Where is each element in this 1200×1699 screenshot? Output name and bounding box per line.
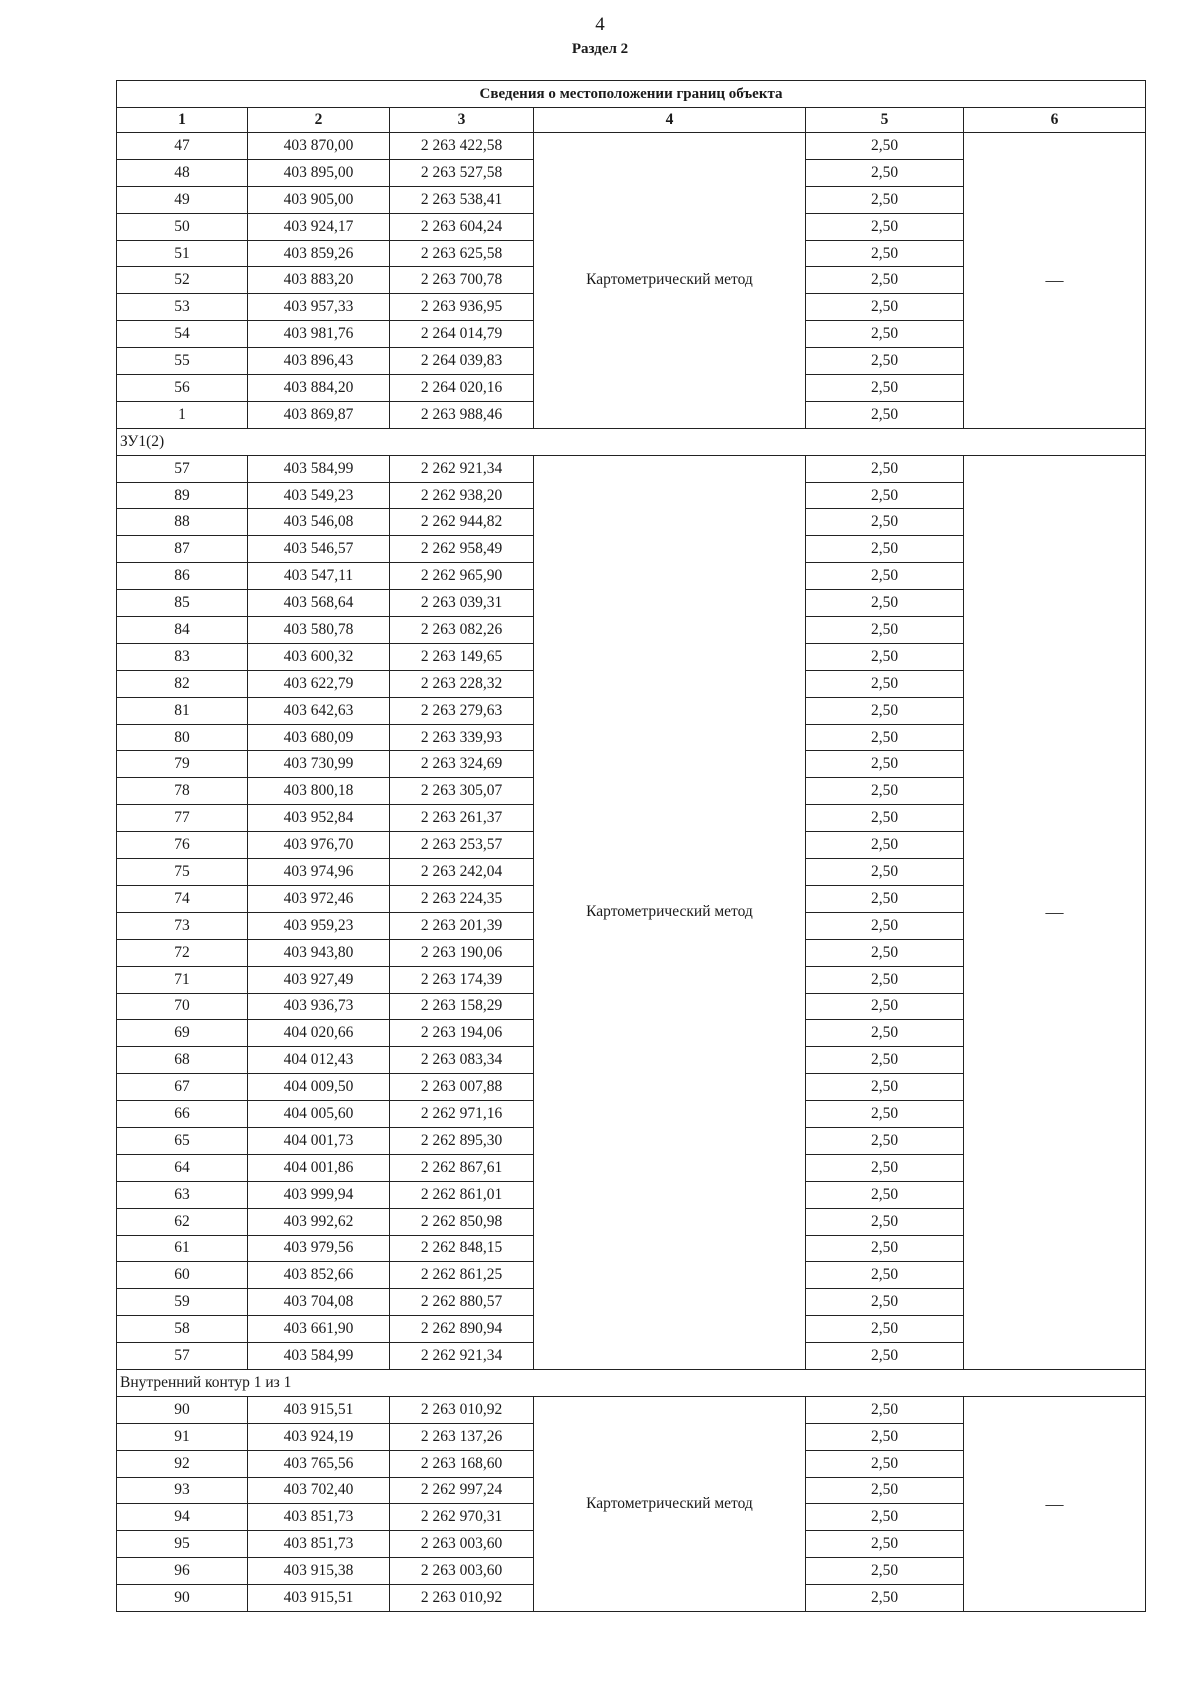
y-coordinate-cell: 2 263 988,46 (390, 401, 534, 428)
point-number-cell: 56 (117, 375, 248, 402)
x-coordinate-cell: 403 568,64 (248, 590, 390, 617)
accuracy-cell: 2,50 (806, 455, 964, 482)
point-number-cell: 58 (117, 1316, 248, 1343)
table-row (117, 455, 1146, 482)
x-coordinate-cell: 403 765,56 (248, 1450, 390, 1477)
y-coordinate-cell: 2 263 625,58 (390, 240, 534, 267)
accuracy-cell: 2,50 (806, 1316, 964, 1343)
point-number-cell: 52 (117, 267, 248, 294)
point-number-cell: 79 (117, 751, 248, 778)
accuracy-cell: 2,50 (806, 133, 964, 160)
y-coordinate-cell: 2 263 339,93 (390, 724, 534, 751)
point-number-cell: 86 (117, 563, 248, 590)
y-coordinate-cell: 2 263 242,04 (390, 859, 534, 886)
accuracy-cell: 2,50 (806, 1235, 964, 1262)
point-number-cell: 53 (117, 294, 248, 321)
y-coordinate-cell: 2 262 965,90 (390, 563, 534, 590)
column-header: 2 (248, 108, 390, 133)
point-number-cell: 93 (117, 1477, 248, 1504)
point-number-cell: 72 (117, 939, 248, 966)
accuracy-cell: 2,50 (806, 1262, 964, 1289)
accuracy-cell: 2,50 (806, 1047, 964, 1074)
y-coordinate-cell: 2 263 527,58 (390, 159, 534, 186)
y-coordinate-cell: 2 264 014,79 (390, 321, 534, 348)
x-coordinate-cell: 403 915,51 (248, 1396, 390, 1423)
y-coordinate-cell: 2 263 604,24 (390, 213, 534, 240)
x-coordinate-cell: 403 976,70 (248, 832, 390, 859)
accuracy-cell: 2,50 (806, 1558, 964, 1585)
y-coordinate-cell: 2 262 850,98 (390, 1208, 534, 1235)
x-coordinate-cell: 403 884,20 (248, 375, 390, 402)
y-coordinate-cell: 2 263 279,63 (390, 697, 534, 724)
x-coordinate-cell: 403 895,00 (248, 159, 390, 186)
x-coordinate-cell: 403 680,09 (248, 724, 390, 751)
x-coordinate-cell: 403 600,32 (248, 643, 390, 670)
y-coordinate-cell: 2 264 039,83 (390, 348, 534, 375)
y-coordinate-cell: 2 262 938,20 (390, 482, 534, 509)
point-number-cell: 89 (117, 482, 248, 509)
point-number-cell: 55 (117, 348, 248, 375)
point-number-cell: 62 (117, 1208, 248, 1235)
x-coordinate-cell: 403 869,87 (248, 401, 390, 428)
x-coordinate-cell: 404 001,86 (248, 1154, 390, 1181)
y-coordinate-cell: 2 262 890,94 (390, 1316, 534, 1343)
accuracy-cell: 2,50 (806, 1396, 964, 1423)
y-coordinate-cell: 2 263 324,69 (390, 751, 534, 778)
x-coordinate-cell: 404 001,73 (248, 1127, 390, 1154)
x-coordinate-cell: 403 915,51 (248, 1585, 390, 1612)
y-coordinate-cell: 2 262 895,30 (390, 1127, 534, 1154)
col6-cell: — (964, 455, 1146, 1369)
section-label: Внутренний контур 1 из 1 (117, 1369, 1146, 1396)
x-coordinate-cell: 403 870,00 (248, 133, 390, 160)
x-coordinate-cell: 403 974,96 (248, 859, 390, 886)
table-header-row (117, 108, 1146, 133)
col6-cell: — (964, 133, 1146, 429)
y-coordinate-cell: 2 263 168,60 (390, 1450, 534, 1477)
y-coordinate-cell: 2 263 936,95 (390, 294, 534, 321)
point-number-cell: 73 (117, 912, 248, 939)
y-coordinate-cell: 2 262 921,34 (390, 455, 534, 482)
x-coordinate-cell: 403 972,46 (248, 885, 390, 912)
point-number-cell: 68 (117, 1047, 248, 1074)
accuracy-cell: 2,50 (806, 778, 964, 805)
x-coordinate-cell: 403 981,76 (248, 321, 390, 348)
accuracy-cell: 2,50 (806, 1074, 964, 1101)
accuracy-cell: 2,50 (806, 536, 964, 563)
x-coordinate-cell: 403 999,94 (248, 1181, 390, 1208)
point-number-cell: 51 (117, 240, 248, 267)
accuracy-cell: 2,50 (806, 1020, 964, 1047)
accuracy-cell: 2,50 (806, 832, 964, 859)
accuracy-cell: 2,50 (806, 617, 964, 644)
accuracy-cell: 2,50 (806, 1343, 964, 1370)
y-coordinate-cell: 2 263 190,06 (390, 939, 534, 966)
point-number-cell: 50 (117, 213, 248, 240)
point-number-cell: 84 (117, 617, 248, 644)
x-coordinate-cell: 403 702,40 (248, 1477, 390, 1504)
page-number: 4 (595, 14, 605, 35)
accuracy-cell: 2,50 (806, 697, 964, 724)
point-number-cell: 80 (117, 724, 248, 751)
accuracy-cell: 2,50 (806, 1450, 964, 1477)
x-coordinate-cell: 403 851,73 (248, 1504, 390, 1531)
boundary-coordinates-table (116, 80, 1146, 1612)
point-number-cell: 85 (117, 590, 248, 617)
y-coordinate-cell: 2 263 039,31 (390, 590, 534, 617)
x-coordinate-cell: 403 915,38 (248, 1558, 390, 1585)
point-number-cell: 64 (117, 1154, 248, 1181)
accuracy-cell: 2,50 (806, 805, 964, 832)
point-number-cell: 77 (117, 805, 248, 832)
x-coordinate-cell: 403 952,84 (248, 805, 390, 832)
point-number-cell: 74 (117, 885, 248, 912)
x-coordinate-cell: 403 661,90 (248, 1316, 390, 1343)
x-coordinate-cell: 404 009,50 (248, 1074, 390, 1101)
y-coordinate-cell: 2 262 971,16 (390, 1101, 534, 1128)
y-coordinate-cell: 2 263 538,41 (390, 186, 534, 213)
x-coordinate-cell: 403 547,11 (248, 563, 390, 590)
accuracy-cell: 2,50 (806, 966, 964, 993)
x-coordinate-cell: 403 905,00 (248, 186, 390, 213)
table-caption: Сведения о местоположении границ объекта (117, 81, 1146, 108)
y-coordinate-cell: 2 263 158,29 (390, 993, 534, 1020)
accuracy-cell: 2,50 (806, 1531, 964, 1558)
method-cell: Картометрический метод (534, 1396, 806, 1611)
point-number-cell: 66 (117, 1101, 248, 1128)
point-number-cell: 59 (117, 1289, 248, 1316)
x-coordinate-cell: 403 943,80 (248, 939, 390, 966)
accuracy-cell: 2,50 (806, 159, 964, 186)
x-coordinate-cell: 403 546,08 (248, 509, 390, 536)
y-coordinate-cell: 2 262 848,15 (390, 1235, 534, 1262)
column-header: 5 (806, 108, 964, 133)
x-coordinate-cell: 403 851,73 (248, 1531, 390, 1558)
y-coordinate-cell: 2 262 958,49 (390, 536, 534, 563)
point-number-cell: 81 (117, 697, 248, 724)
x-coordinate-cell: 403 924,19 (248, 1423, 390, 1450)
y-coordinate-cell: 2 263 083,34 (390, 1047, 534, 1074)
point-number-cell: 54 (117, 321, 248, 348)
y-coordinate-cell: 2 263 137,26 (390, 1423, 534, 1450)
column-header: 4 (534, 108, 806, 133)
table-row (117, 1396, 1146, 1423)
x-coordinate-cell: 403 927,49 (248, 966, 390, 993)
accuracy-cell: 2,50 (806, 1181, 964, 1208)
point-number-cell: 61 (117, 1235, 248, 1262)
section-label-row (117, 1369, 1146, 1396)
y-coordinate-cell: 2 262 970,31 (390, 1504, 534, 1531)
table-row (117, 133, 1146, 160)
point-number-cell: 91 (117, 1423, 248, 1450)
x-coordinate-cell: 403 852,66 (248, 1262, 390, 1289)
y-coordinate-cell: 2 263 003,60 (390, 1531, 534, 1558)
accuracy-cell: 2,50 (806, 1154, 964, 1181)
point-number-cell: 87 (117, 536, 248, 563)
x-coordinate-cell: 403 704,08 (248, 1289, 390, 1316)
accuracy-cell: 2,50 (806, 267, 964, 294)
point-number-cell: 71 (117, 966, 248, 993)
point-number-cell: 95 (117, 1531, 248, 1558)
x-coordinate-cell: 403 730,99 (248, 751, 390, 778)
accuracy-cell: 2,50 (806, 1127, 964, 1154)
accuracy-cell: 2,50 (806, 348, 964, 375)
point-number-cell: 82 (117, 670, 248, 697)
method-cell: Картометрический метод (534, 133, 806, 429)
accuracy-cell: 2,50 (806, 1504, 964, 1531)
section-label-row (117, 428, 1146, 455)
x-coordinate-cell: 403 584,99 (248, 1343, 390, 1370)
point-number-cell: 88 (117, 509, 248, 536)
y-coordinate-cell: 2 263 228,32 (390, 670, 534, 697)
point-number-cell: 60 (117, 1262, 248, 1289)
accuracy-cell: 2,50 (806, 670, 964, 697)
accuracy-cell: 2,50 (806, 321, 964, 348)
point-number-cell: 90 (117, 1585, 248, 1612)
x-coordinate-cell: 404 020,66 (248, 1020, 390, 1047)
y-coordinate-cell: 2 264 020,16 (390, 375, 534, 402)
accuracy-cell: 2,50 (806, 751, 964, 778)
y-coordinate-cell: 2 263 261,37 (390, 805, 534, 832)
point-number-cell: 49 (117, 186, 248, 213)
point-number-cell: 1 (117, 401, 248, 428)
accuracy-cell: 2,50 (806, 885, 964, 912)
accuracy-cell: 2,50 (806, 1477, 964, 1504)
accuracy-cell: 2,50 (806, 186, 964, 213)
x-coordinate-cell: 403 992,62 (248, 1208, 390, 1235)
point-number-cell: 75 (117, 859, 248, 886)
y-coordinate-cell: 2 262 861,01 (390, 1181, 534, 1208)
x-coordinate-cell: 403 957,33 (248, 294, 390, 321)
accuracy-cell: 2,50 (806, 1423, 964, 1450)
accuracy-cell: 2,50 (806, 509, 964, 536)
y-coordinate-cell: 2 263 194,06 (390, 1020, 534, 1047)
y-coordinate-cell: 2 263 224,35 (390, 885, 534, 912)
section-label: ЗУ1(2) (117, 428, 1146, 455)
y-coordinate-cell: 2 262 921,34 (390, 1343, 534, 1370)
point-number-cell: 67 (117, 1074, 248, 1101)
point-number-cell: 78 (117, 778, 248, 805)
point-number-cell: 47 (117, 133, 248, 160)
y-coordinate-cell: 2 262 867,61 (390, 1154, 534, 1181)
accuracy-cell: 2,50 (806, 1101, 964, 1128)
y-coordinate-cell: 2 263 149,65 (390, 643, 534, 670)
x-coordinate-cell: 403 642,63 (248, 697, 390, 724)
x-coordinate-cell: 403 584,99 (248, 455, 390, 482)
point-number-cell: 70 (117, 993, 248, 1020)
x-coordinate-cell: 403 936,73 (248, 993, 390, 1020)
x-coordinate-cell: 403 546,57 (248, 536, 390, 563)
point-number-cell: 76 (117, 832, 248, 859)
section-title: Раздел 2 (571, 41, 629, 57)
accuracy-cell: 2,50 (806, 1585, 964, 1612)
accuracy-cell: 2,50 (806, 912, 964, 939)
x-coordinate-cell: 404 005,60 (248, 1101, 390, 1128)
accuracy-cell: 2,50 (806, 1289, 964, 1316)
x-coordinate-cell: 403 979,56 (248, 1235, 390, 1262)
accuracy-cell: 2,50 (806, 859, 964, 886)
y-coordinate-cell: 2 263 174,39 (390, 966, 534, 993)
x-coordinate-cell: 403 883,20 (248, 267, 390, 294)
point-number-cell: 83 (117, 643, 248, 670)
point-number-cell: 48 (117, 159, 248, 186)
y-coordinate-cell: 2 262 861,25 (390, 1262, 534, 1289)
y-coordinate-cell: 2 263 082,26 (390, 617, 534, 644)
accuracy-cell: 2,50 (806, 213, 964, 240)
y-coordinate-cell: 2 262 944,82 (390, 509, 534, 536)
column-header: 6 (964, 108, 1146, 133)
point-number-cell: 63 (117, 1181, 248, 1208)
x-coordinate-cell: 403 924,17 (248, 213, 390, 240)
accuracy-cell: 2,50 (806, 375, 964, 402)
y-coordinate-cell: 2 263 201,39 (390, 912, 534, 939)
x-coordinate-cell: 403 896,43 (248, 348, 390, 375)
accuracy-cell: 2,50 (806, 939, 964, 966)
point-number-cell: 90 (117, 1396, 248, 1423)
y-coordinate-cell: 2 263 003,60 (390, 1558, 534, 1585)
point-number-cell: 96 (117, 1558, 248, 1585)
accuracy-cell: 2,50 (806, 1208, 964, 1235)
point-number-cell: 92 (117, 1450, 248, 1477)
y-coordinate-cell: 2 262 997,24 (390, 1477, 534, 1504)
point-number-cell: 94 (117, 1504, 248, 1531)
accuracy-cell: 2,50 (806, 724, 964, 751)
y-coordinate-cell: 2 263 253,57 (390, 832, 534, 859)
x-coordinate-cell: 403 622,79 (248, 670, 390, 697)
accuracy-cell: 2,50 (806, 643, 964, 670)
table-body (117, 133, 1146, 1612)
y-coordinate-cell: 2 263 422,58 (390, 133, 534, 160)
x-coordinate-cell: 403 800,18 (248, 778, 390, 805)
x-coordinate-cell: 404 012,43 (248, 1047, 390, 1074)
x-coordinate-cell: 403 859,26 (248, 240, 390, 267)
y-coordinate-cell: 2 263 010,92 (390, 1585, 534, 1612)
y-coordinate-cell: 2 262 880,57 (390, 1289, 534, 1316)
y-coordinate-cell: 2 263 305,07 (390, 778, 534, 805)
point-number-cell: 57 (117, 1343, 248, 1370)
x-coordinate-cell: 403 959,23 (248, 912, 390, 939)
accuracy-cell: 2,50 (806, 993, 964, 1020)
y-coordinate-cell: 2 263 010,92 (390, 1396, 534, 1423)
point-number-cell: 57 (117, 455, 248, 482)
x-coordinate-cell: 403 580,78 (248, 617, 390, 644)
method-cell: Картометрический метод (534, 455, 806, 1369)
point-number-cell: 69 (117, 1020, 248, 1047)
accuracy-cell: 2,50 (806, 590, 964, 617)
x-coordinate-cell: 403 549,23 (248, 482, 390, 509)
accuracy-cell: 2,50 (806, 294, 964, 321)
accuracy-cell: 2,50 (806, 563, 964, 590)
column-header: 3 (390, 108, 534, 133)
column-header: 1 (117, 108, 248, 133)
y-coordinate-cell: 2 263 700,78 (390, 267, 534, 294)
col6-cell: — (964, 1396, 1146, 1611)
accuracy-cell: 2,50 (806, 240, 964, 267)
accuracy-cell: 2,50 (806, 482, 964, 509)
y-coordinate-cell: 2 263 007,88 (390, 1074, 534, 1101)
accuracy-cell: 2,50 (806, 401, 964, 428)
point-number-cell: 65 (117, 1127, 248, 1154)
